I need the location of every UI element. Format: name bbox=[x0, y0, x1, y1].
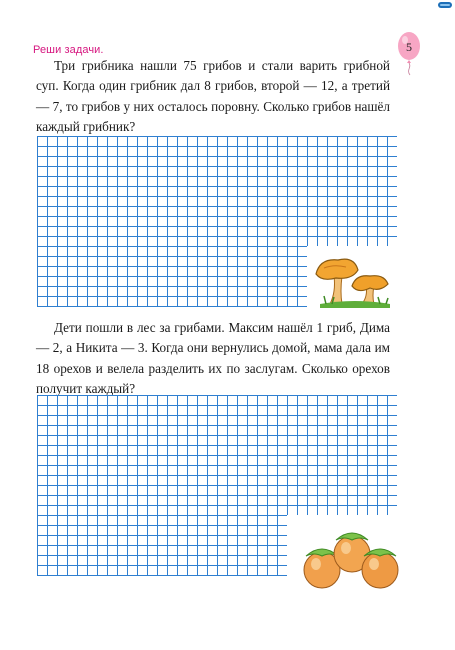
task-1-text bbox=[36, 56, 390, 138]
task-2-text bbox=[36, 318, 390, 400]
publisher-logo-icon bbox=[438, 2, 452, 8]
page-number: 5 bbox=[406, 40, 412, 54]
hazelnut-illustration bbox=[300, 526, 402, 590]
mushroom-illustration bbox=[314, 254, 394, 308]
task-2-paragraph: Дети пошли в лес за грибами. Максим нашёл 1 гриб, Дима — 2, а Никита — 3. Когда они вернулись домой, мама дала им 18 орехов и велела разделить их по заслугам. Сколько орехов получит каждый? bbox=[36, 320, 390, 397]
task-1-paragraph: Три грибника нашли 75 грибов и стали варить грибной суп. Когда один грибник дал 8 грибов, второй — 12, а третий — 7, то грибов у них осталось поровну. Сколько грибов нашёл каждый грибник? bbox=[36, 58, 390, 135]
section-heading: Реши задачи. bbox=[33, 44, 104, 56]
